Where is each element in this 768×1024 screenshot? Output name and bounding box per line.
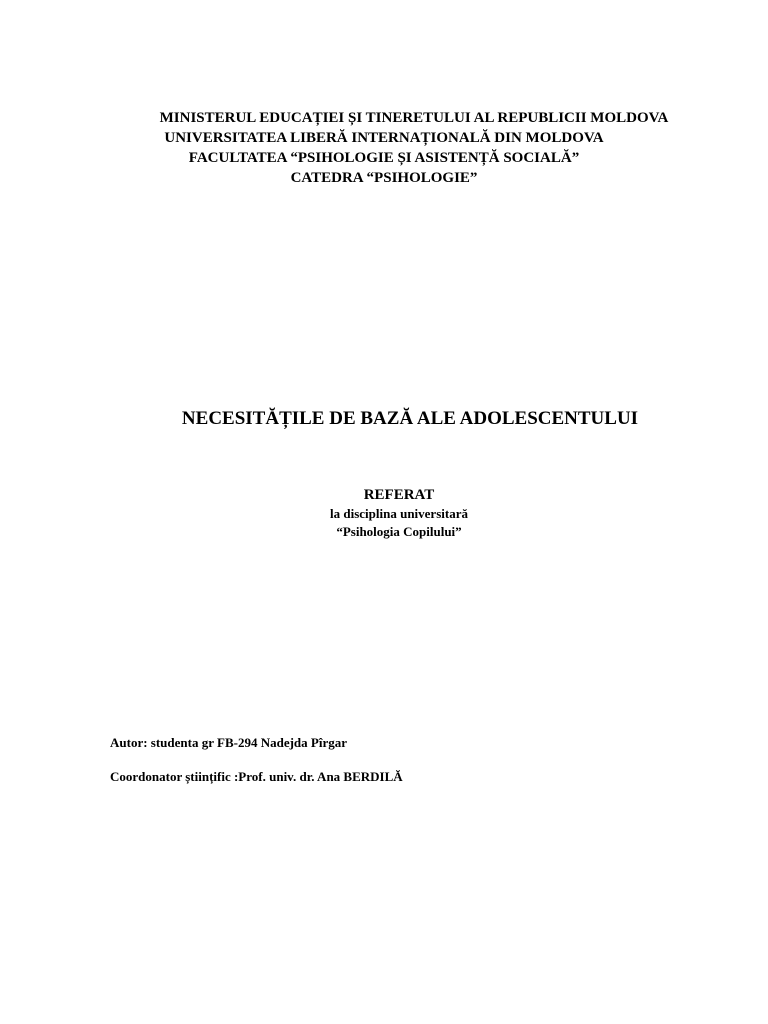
discipline-line: la disciplina universitară (330, 506, 468, 521)
author-line: Autor: studenta gr FB-294 Nadejda Pîrgar (110, 735, 347, 750)
faculty-name: FACULTATEA “PSIHOLOGIE ȘI ASISTENȚĂ SOCIALĂ” (188, 150, 580, 166)
document-title: NECESITĂȚILE DE BAZĂ ALE ADOLESCENTULUI (181, 408, 639, 429)
work-type: REFERAT (363, 487, 435, 503)
department-name: CATEDRA “PSIHOLOGIE” (290, 170, 478, 186)
work-description (0, 486, 768, 541)
ministry-name: MINISTERUL EDUCAȚIEI ȘI TINERETULUI AL REPUBLICII MOLDOVA (159, 110, 669, 126)
institution-header (0, 108, 768, 188)
coordinator-line: Coordonator științific :Prof. univ. dr. Ana BERDILĂ (110, 769, 403, 784)
discipline-name: “Psihologia Copilului” (336, 524, 462, 539)
university-name: UNIVERSITATEA LIBERĂ INTERNAȚIONALĂ DIN MOLDOVA (164, 130, 604, 146)
